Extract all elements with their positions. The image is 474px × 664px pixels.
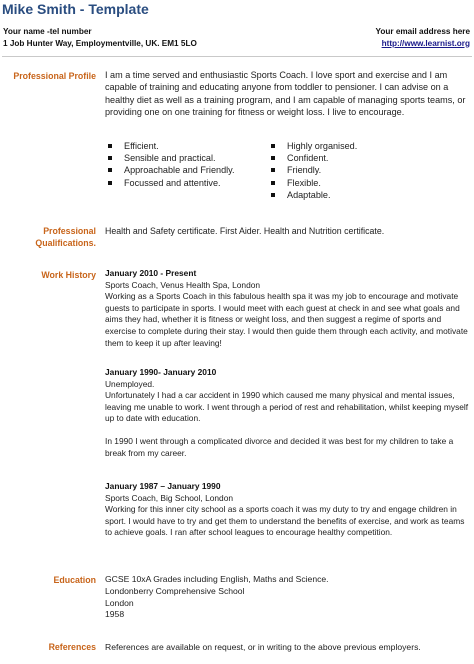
section-label-work-history: Work History	[41, 270, 96, 280]
address: 1 Job Hunter Way, Employmentville, UK. EM1 5LO	[3, 38, 197, 48]
section-label-qualifications	[0, 225, 96, 249]
skills-list	[105, 140, 465, 201]
skill-item: Approachable and Friendly.	[105, 164, 255, 176]
job-description: Working as a Sports Coach in this fabulous health spa it was my job to encourage and motivate guests to participate in sports. I would meet with each guest at check in and see what goals and aims they had, whether it is fitness or weight loss, and then suggest a regime of sports and exercise to complete during their stay. I would then guide them through each activity, and motivate them to keep it up after leaving!	[105, 291, 468, 348]
job-entry	[105, 481, 470, 539]
job-dates: January 2010 - Present	[105, 268, 197, 278]
education-line: 1958	[105, 609, 125, 620]
skill-item: Efficient.	[105, 140, 255, 152]
section-label-profile: Professional Profile	[13, 71, 96, 81]
job-description: Unfortunately I had a car accident in 1990 which caused me many physical and mental issues, leaving me unable to work. I went through a period of rest and rehabilitation, whilst keeping myself up to date with education.	[105, 390, 469, 424]
skills-column-left	[105, 140, 255, 201]
education-line: Londonberry Comprehensive School	[105, 585, 245, 596]
skill-item: Friendly.	[268, 164, 418, 176]
skill-item: Highly organised.	[268, 140, 418, 152]
education-line: GCSE 10xA Grades including English, Maths and Science.	[105, 574, 329, 584]
contact-info-right	[376, 26, 471, 49]
job-role: Unemployed.	[105, 378, 155, 389]
skill-item: Focussed and attentive.	[105, 177, 255, 189]
qualifications-label-line1: Professional	[43, 226, 96, 236]
skill-item: Confident.	[268, 152, 418, 164]
qualifications-label-line2: Qualifications.	[35, 238, 96, 248]
skill-item: Sensible and practical.	[105, 152, 255, 164]
resume-title: Mike Smith - Template	[2, 1, 149, 17]
references-text: References are available on request, or in writing to the above previous employers.	[105, 642, 421, 652]
skill-item: Adaptable.	[268, 189, 418, 201]
job-dates: January 1990- January 2010	[105, 367, 217, 377]
skill-item: Flexible.	[268, 177, 418, 189]
contact-info-left	[3, 26, 197, 49]
name-phone: Your name -tel number	[3, 27, 92, 36]
job-entry	[105, 268, 470, 349]
job-role: Sports Coach, Big School, London	[105, 492, 234, 503]
job-entry	[105, 367, 470, 459]
job-role: Sports Coach, Venus Health Spa, London	[105, 279, 261, 290]
email: Your email address here	[375, 27, 470, 36]
education-line: London	[105, 597, 134, 608]
section-label-references: References	[48, 642, 96, 652]
education-details	[105, 574, 329, 621]
website-link[interactable]: http://www.learnist.org	[381, 38, 470, 48]
skills-column-right	[268, 140, 418, 201]
job-description-extra: In 1990 I went through a complicated divorce and decided it was best for my children to take a break from my career.	[105, 435, 454, 458]
header-divider	[2, 56, 472, 57]
profile-text: I am a time served and enthusiastic Sports Coach. I love sport and exercise and I am capable of training and educating anyone from toddler to pensioner. I can advise on a healthy diet as well as a training program, and I am capable of managing sports teams, or providing one on one training for fitness or weight loss. I live to encourage.	[105, 70, 466, 118]
job-dates: January 1987 – January 1990	[105, 481, 221, 491]
qualifications-text: Health and Safety certificate. First Aider. Health and Nutrition certificate.	[105, 226, 385, 236]
section-label-education: Education	[53, 575, 96, 585]
job-description: Working for this inner city school as a sports coach it was my duty to try and engage children in sport. I would have to try and get them to understand the benefits of exercise, and work as teams to achieve goals. I ran after school leagues to encourage healthy competition.	[105, 504, 465, 538]
